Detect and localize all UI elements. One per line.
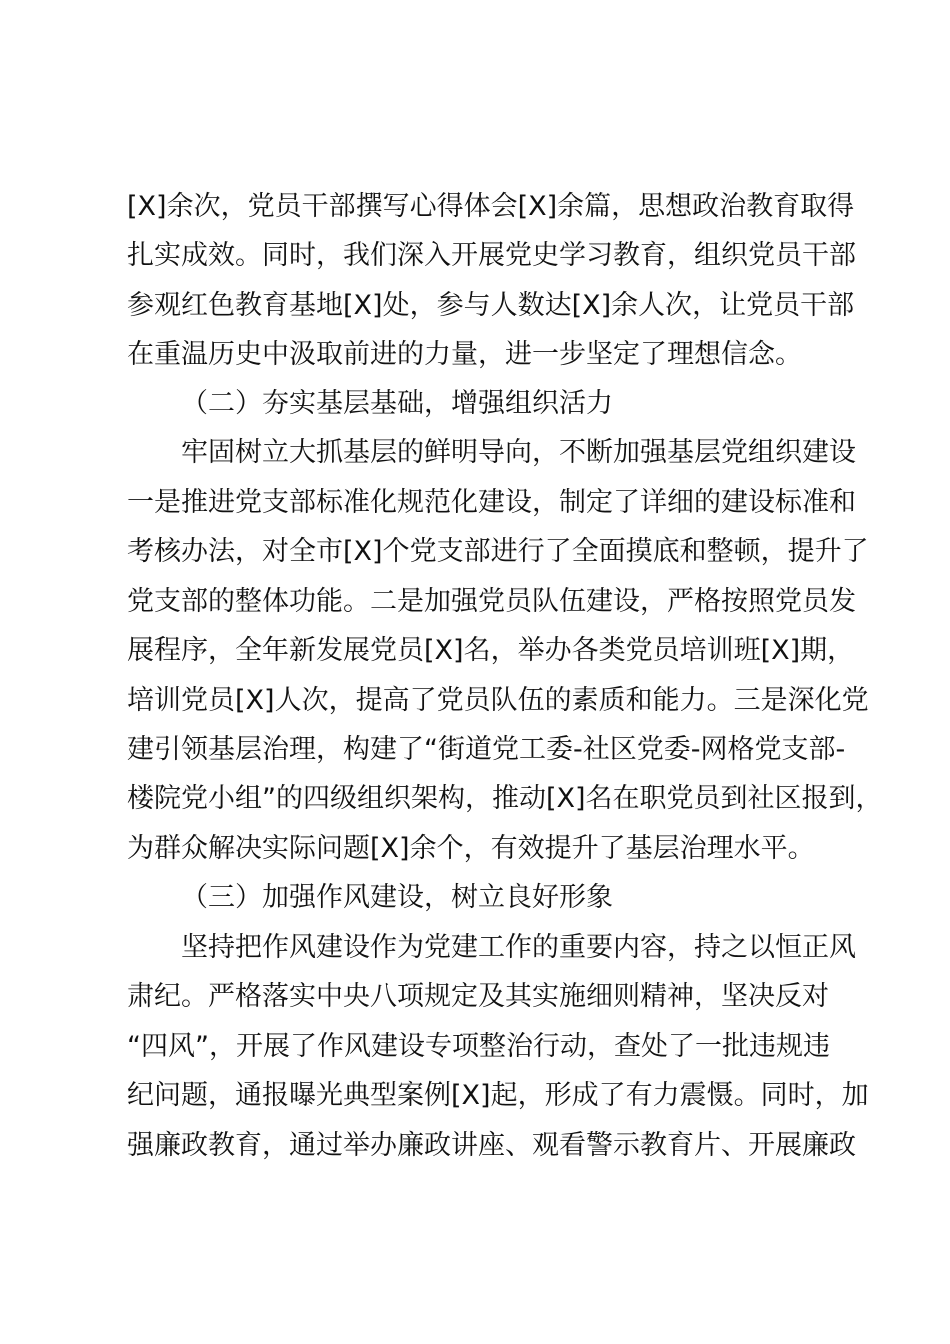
paragraph-3-line-2: 肃纪。严格落实中央八项规定及其实施细则精神，坚决反对 xyxy=(127,981,829,1012)
paragraph-2-line-2: 一是推进党支部标准化规范化建设，制定了详细的建设标准和 xyxy=(127,487,856,518)
paragraph-3-line-1: 坚持把作风建设作为党建工作的重要内容，持之以恒正风 xyxy=(181,932,856,963)
section-heading-2: （二）夯实基层基础，增强组织活力 xyxy=(181,388,613,419)
paragraph-1-line-4: 在重温历史中汲取前进的力量，进一步坚定了理想信念。 xyxy=(127,339,802,370)
paragraph-2-line-1: 牢固树立大抓基层的鲜明导向，不断加强基层党组织建设 xyxy=(181,437,856,468)
paragraph-2-line-3: 考核办法，对全市[X]个党支部进行了全面摸底和整顿，提升了 xyxy=(127,536,869,567)
paragraph-3-line-4: 纪问题，通报曝光典型案例[X]起，形成了有力震慑。同时，加 xyxy=(127,1080,869,1111)
paragraph-2-line-9: 为群众解决实际问题[X]余个，有效提升了基层治理水平。 xyxy=(127,833,815,864)
paragraph-2-line-4: 党支部的整体功能。二是加强党员队伍建设，严格按照党员发 xyxy=(127,586,856,617)
paragraph-3-line-5: 强廉政教育，通过举办廉政讲座、观看警示教育片、开展廉政 xyxy=(127,1130,856,1161)
paragraph-1-line-3: 参观红色教育基地[X]处，参与人数达[X]余人次，让党员干部 xyxy=(127,290,855,321)
paragraph-2-line-8: 楼院党小组”的四级组织架构，推动[X]名在职党员到社区报到， xyxy=(127,783,883,814)
paragraph-3-line-3: “四风”，开展了作风建设专项整治行动，查处了一批违规违 xyxy=(127,1031,830,1062)
paragraph-1-line-2: 扎实成效。同时，我们深入开展党史学习教育，组织党员干部 xyxy=(127,240,856,271)
paragraph-1-line-1: [X]余次，党员干部撰写心得体会[X]余篇，思想政治教育取得 xyxy=(127,191,855,222)
paragraph-2-line-7: 建引领基层治理，构建了“街道党工委-社区党委-网格党支部- xyxy=(127,734,846,765)
paragraph-2-line-6: 培训党员[X]人次，提高了党员队伍的素质和能力。三是深化党 xyxy=(127,685,869,716)
paragraph-2-line-5: 展程序，全年新发展党员[X]名，举办各类党员培训班[X]期， xyxy=(127,635,855,666)
section-heading-3: （三）加强作风建设，树立良好形象 xyxy=(181,882,613,913)
